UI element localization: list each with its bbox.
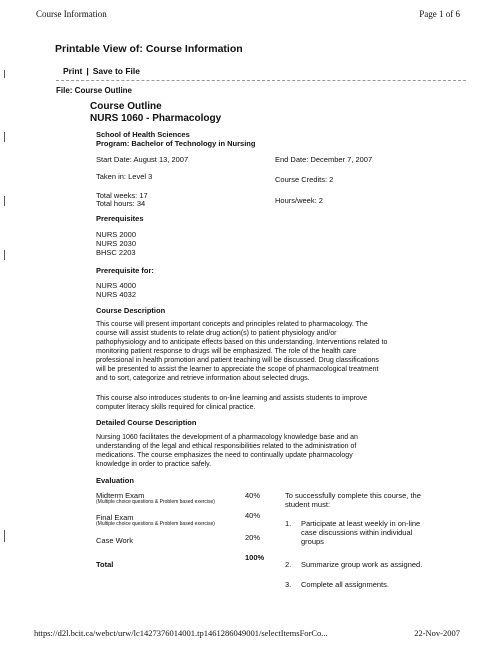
criteria-item xyxy=(285,580,435,590)
prerequisites-heading: Prerequisites xyxy=(96,214,144,223)
text-line: will be presented to assist the learner to appreciate the scope of pharmacological treatment xyxy=(96,366,379,373)
text-line: course will assist students to relate drug action(s) to patient physiology and/or xyxy=(96,330,337,337)
text-line: This course also introduces students to on-line learning and assists students to improve xyxy=(96,395,368,402)
page-number: Page 1 of 6 xyxy=(419,9,460,19)
text-line: monitoring patient response to drugs will be emphasized. The role of the health care xyxy=(96,348,357,355)
margin-mark xyxy=(4,70,5,78)
evaluation-item-label: Case Work xyxy=(96,536,133,545)
total-hours: Total hours: 34 xyxy=(96,199,146,208)
text-line: computer literacy skills required for clinical practice. xyxy=(96,404,256,411)
footer-date: 22-Nov-2007 xyxy=(414,628,460,638)
evaluation-item-percent: 20% xyxy=(245,533,261,542)
criteria-number: 3. xyxy=(285,580,292,589)
course-description-paragraph xyxy=(96,320,428,383)
prerequisite-for-item: NURS 4000 xyxy=(96,281,137,290)
prerequisite-item: NURS 2000 xyxy=(96,230,137,239)
evaluation-item-percent: 40% xyxy=(245,511,261,520)
hours-per-week: Hours/week: 2 xyxy=(275,196,323,205)
page-header-title: Course Information xyxy=(36,9,107,19)
total-weeks: Total weeks: 17 xyxy=(96,191,148,200)
print-button[interactable]: Print xyxy=(63,66,83,76)
evaluation-total-percent: 100% xyxy=(245,553,265,562)
margin-mark xyxy=(4,250,5,260)
evaluation-total-label: Total xyxy=(96,560,114,569)
course-description-heading: Course Description xyxy=(96,306,166,315)
taken-in: Taken in: Level 3 xyxy=(96,172,153,181)
save-to-file-button[interactable]: Save to File xyxy=(92,66,141,76)
criteria-text: Summarize group work as assigned. xyxy=(301,560,423,569)
text-line: This course will present important concepts and principles related to pharmacology. The xyxy=(96,321,368,328)
text-line: and to sort, categorize and retrieve information about selected drugs. xyxy=(96,375,310,382)
detailed-description-heading: Detailed Course Description xyxy=(96,418,197,427)
footer-url: https://d2l.bcit.ca/webct/urw/lc1427376014001.tp1461286049001/selectItemsForCo... xyxy=(34,628,328,638)
divider xyxy=(56,80,466,81)
text-line: professional in health promotion and patient teaching will be discussed. Drug classifications xyxy=(96,357,379,364)
print-toolbar xyxy=(63,66,140,76)
start-date: Start Date: August 13, 2007 xyxy=(96,155,189,164)
evaluation-heading: Evaluation xyxy=(96,476,134,485)
margin-mark xyxy=(4,132,5,142)
prerequisite-for-item: NURS 4032 xyxy=(96,290,137,299)
text-line: understanding of the legal and ethical responsibilities related to the administration of xyxy=(96,443,357,450)
prerequisite-for-heading: Prerequisite for: xyxy=(96,266,154,275)
detailed-description-paragraph xyxy=(96,433,428,469)
course-title: NURS 1060 - Pharmacology xyxy=(90,113,222,124)
course-credits: Course Credits: 2 xyxy=(275,175,334,184)
evaluation-item-percent: 40% xyxy=(245,491,261,500)
criteria-item xyxy=(285,519,435,549)
evaluation-item-note: (Multiple choice questions & Problem based exercise) xyxy=(96,499,215,505)
printable-view-title: Printable View of: Course Information xyxy=(55,43,243,55)
text-line: Nursing 1060 facilitates the development of a pharmacology knowledge base and an xyxy=(96,434,358,441)
margin-mark xyxy=(4,196,5,206)
criteria-number: 2. xyxy=(285,560,292,569)
toolbar-separator: | xyxy=(86,66,89,76)
course-description-paragraph xyxy=(96,394,428,412)
criteria-text: Participate at least weekly in on-line case discussions within individual groups xyxy=(301,519,421,546)
text-line: medications. The course emphasizes the need to continually update pharmacology xyxy=(96,452,353,459)
end-date: End Date: December 7, 2007 xyxy=(275,155,373,164)
file-label: File: Course Outline xyxy=(56,86,133,95)
criteria-item xyxy=(285,560,435,570)
school-name: School of Health Sciences xyxy=(96,130,190,139)
prerequisite-item: BHSC 2203 xyxy=(96,248,136,257)
evaluation-item-note: (Multiple choice questions & Problem based exercise) xyxy=(96,521,215,527)
text-line: pathophysiology and to anticipate effects based on this understanding. Interventions related to xyxy=(96,339,388,346)
evaluation-item-label: Midterm Exam xyxy=(96,491,145,500)
prerequisite-item: NURS 2030 xyxy=(96,239,137,248)
evaluation-item-label: Final Exam xyxy=(96,513,134,522)
program-name: Program: Bachelor of Technology in Nursing xyxy=(96,139,256,148)
criteria-text: Complete all assignments. xyxy=(301,580,389,589)
margin-mark xyxy=(4,530,5,542)
criteria-number: 1. xyxy=(285,519,292,528)
criteria-intro: To successfully complete this course, the student must: xyxy=(285,491,421,509)
outline-title: Course Outline xyxy=(90,101,162,112)
text-line: knowledge in order to practice safely. xyxy=(96,461,212,468)
